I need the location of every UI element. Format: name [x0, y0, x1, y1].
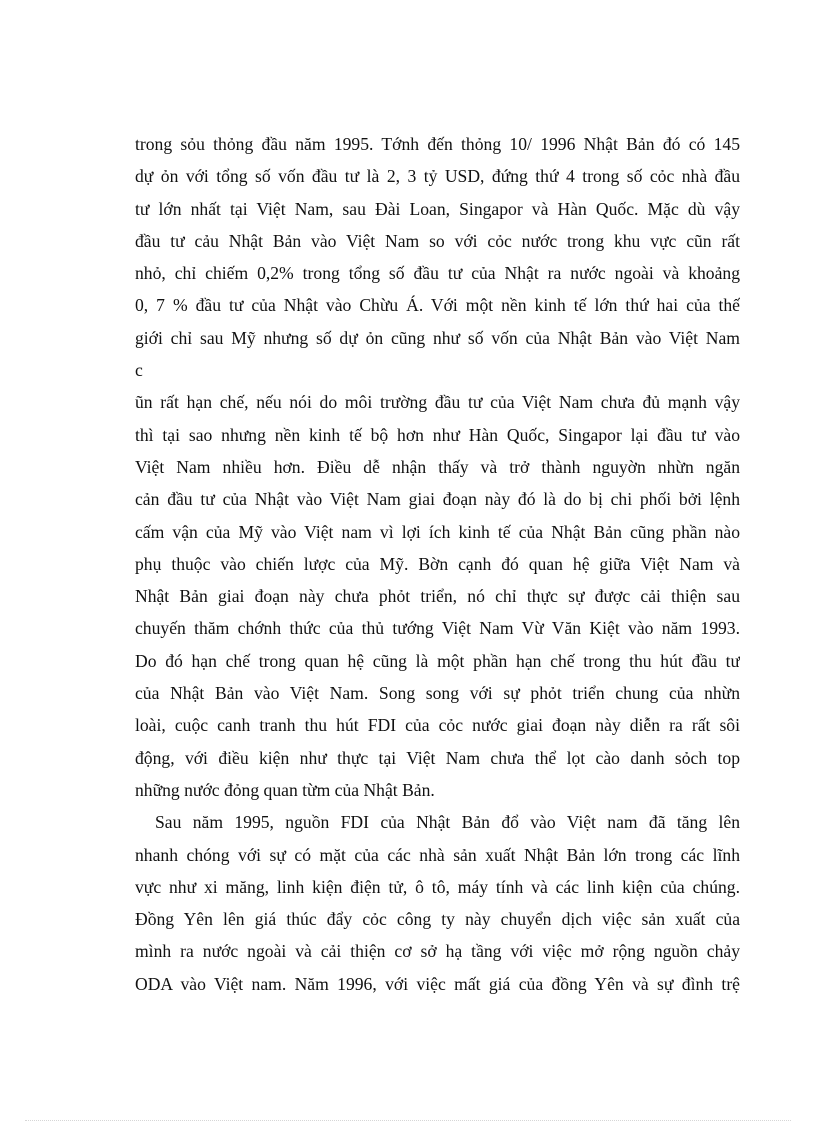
text-line: ũn rất hạn chế, nếu nói do môi trường đầu tư của Việt Nam chưa đủ mạnh vậy — [135, 392, 740, 413]
paragraph-first-line: Sau năm 1995, nguồn FDI của Nhật Bản đổ vào Việt nam đã tăng lên — [155, 812, 740, 833]
text-line: nhỏ, chỉ chiếm 0,2% trong tổng số đầu tư của Nhật ra nước ngoài và khoảng — [135, 263, 740, 284]
text-line: chuyến thăm chớnh thức của thủ tướng Việt Nam Vừ Văn Kiệt vào năm 1993. — [135, 618, 740, 639]
text-line: vực như xi măng, linh kiện điện tử, ô tô, máy tính và các linh kiện của chúng. — [135, 876, 740, 897]
text-line: ODA vào Việt nam. Năm 1996, với việc mất giá của đồng Yên và sự đình trệ — [135, 973, 740, 994]
text-line: nhanh chóng với sự có mặt của các nhà sản xuất Nhật Bản lớn trong các lĩnh — [135, 844, 740, 865]
text-line: tư lớn nhất tại Việt Nam, sau Đài Loan, Singapor và Hàn Quốc. Mặc dù vậy — [135, 198, 740, 219]
text-line: trong sỏu thỏng đầu năm 1995. Tớnh đến thỏng 10/ 1996 Nhật Bản đó có 145 — [135, 134, 740, 154]
body-text — [135, 128, 740, 1000]
text-line: đầu tư cảu Nhật Bản vào Việt Nam so với cỏc nước trong khu vực cũn rất — [135, 230, 740, 251]
text-line: Đồng Yên lên giá thúc đẩy cỏc công ty này chuyển dịch việc sản xuất của — [135, 909, 740, 930]
text-line: động, với điều kiện như thực tại Việt Nam chưa thể lọt cào danh sỏch top — [135, 747, 740, 768]
text-line: cấm vận của Mỹ vào Việt nam vì lợi ích kinh tế của Nhật Bản cũng phần nào — [135, 521, 740, 542]
text-line: loài, cuộc canh tranh thu hút FDI của cỏc nước giai đoạn này diễn ra rất sôi — [135, 715, 740, 736]
text-line: c — [135, 360, 143, 381]
page-bottom-divider — [25, 1120, 791, 1121]
text-line: phụ thuộc vào chiến lược của Mỹ. Bờn cạnh đó quan hệ giữa Việt Nam và — [135, 553, 740, 574]
text-line: giới chỉ sau Mỹ nhưng số dự ỏn cũng như số vốn của Nhật Bản vào Việt Nam — [135, 327, 740, 348]
text-line: mình ra nước ngoài và cải thiện cơ sở hạ tầng với việc mở rộng nguồn chảy — [135, 941, 740, 962]
text-line: Do đó hạn chế trong quan hệ cũng là một phần hạn chế trong thu hút đầu tư — [135, 650, 740, 671]
text-line: Nhật Bản giai đoạn này chưa phỏt triển, nó chỉ thực sự được cải thiện sau — [135, 586, 740, 607]
text-line: của Nhật Bản vào Việt Nam. Song song với sự phỏt triển chung của nhừn — [135, 683, 740, 704]
text-line: 0, 7 % đầu tư của Nhật vào Chừu Á. Với một nền kinh tế lớn thứ hai của thế — [135, 295, 740, 316]
text-line: thì tại sao nhưng nền kinh tế bộ hơn như Hàn Quốc, Singapor lại đầu tư vào — [135, 424, 740, 445]
text-line: cản đầu tư của Nhật vào Việt Nam giai đoạn này đó là do bị chi phối bởi lệnh — [135, 489, 740, 510]
text-line: Việt Nam nhiều hơn. Điều dễ nhận thấy và trở thành nguyờn nhừn ngăn — [135, 456, 740, 477]
text-line: những nước đỏng quan từm của Nhật Bản. — [135, 779, 435, 800]
text-line: dự ỏn với tổng số vốn đầu tư là 2, 3 tỷ USD, đứng thứ 4 trong số cỏc nhà đầu — [135, 166, 740, 187]
